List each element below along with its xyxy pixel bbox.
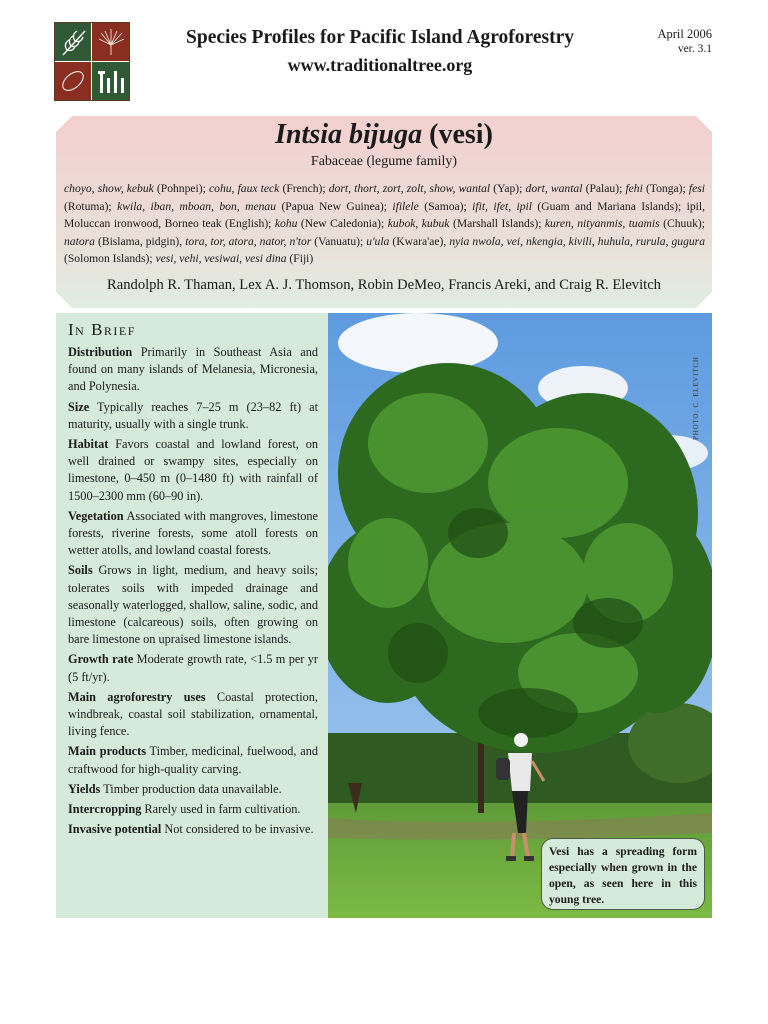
local-name-place: (Kwara'ae), <box>392 234 450 248</box>
in-brief-item <box>68 651 318 685</box>
in-brief-item-text: Coastal protection, windbreak, coastal soil stabilization, ornamental, living fence. <box>68 689 318 739</box>
common-name: (vesi) <box>429 119 493 150</box>
local-name-terms: natora <box>64 234 95 248</box>
in-brief-item-label: Yields <box>68 781 101 796</box>
local-name-place: (Palau); <box>585 182 626 195</box>
logo <box>54 22 130 101</box>
publication-date: April 2006 <box>657 27 712 41</box>
local-name-place: (Guam and Mariana Islands); <box>537 199 687 213</box>
scientific-name: Intsia bijuga <box>275 119 423 150</box>
local-name-terms: nyia nwola, vei, nkengia, kivili, huhula, rurula, gugura <box>449 234 705 248</box>
local-name-terms: fesi <box>688 182 705 195</box>
local-name-place: (Chuuk); <box>663 217 705 230</box>
in-brief-item <box>68 743 318 777</box>
in-brief-item <box>68 801 318 818</box>
local-name-terms: kuren, nityanmis, tuamis <box>544 217 660 230</box>
in-brief-item <box>68 399 318 433</box>
local-name-terms: choyo, show, kebuk <box>64 182 154 195</box>
local-name-place: (Solomon Islands); <box>64 252 156 265</box>
in-brief-item-text: Typically reaches 7–25 m (23–82 ft) at maturity, usually with a single trunk. <box>68 399 318 431</box>
website-link[interactable]: www.traditionaltree.org <box>287 55 473 75</box>
in-brief-item-label: Size <box>68 399 90 414</box>
local-name-place: (Tonga); <box>645 182 689 195</box>
local-name-terms: dort, wantal <box>525 182 583 195</box>
local-name-place: (Marshall Islands); <box>452 217 545 230</box>
family-name: Fabaceae (legume family) <box>310 154 458 169</box>
in-brief-item-label: Main agroforestry uses <box>68 689 206 704</box>
in-brief-item-label: Vegetation <box>68 508 124 523</box>
local-name-terms: fehi <box>625 182 643 195</box>
in-brief-item <box>68 689 318 741</box>
local-name-place: (French); <box>282 182 329 195</box>
in-brief-item <box>68 781 318 798</box>
local-name-place: ipil, Moluccan ironwood, Borneo teak (English); <box>64 199 705 230</box>
local-name-terms: ifit, ifet, ipil <box>472 199 532 213</box>
in-brief-item-label: Main products <box>68 744 147 759</box>
in-brief-item <box>68 508 318 560</box>
local-name-place: (Yap); <box>493 182 526 195</box>
version-label: ver. 3.1 <box>677 43 712 55</box>
in-brief-heading: In Brief <box>68 320 136 339</box>
local-name-terms: tora, tor, atora, nator, n'tor <box>185 234 312 248</box>
in-brief-item-text: Moderate growth rate, <1.5 m per yr (5 ft/yr). <box>68 652 318 684</box>
in-brief-item-label: Intercropping <box>68 802 142 817</box>
local-name-place: (Vanuatu); <box>314 234 367 248</box>
tree-photo <box>328 313 712 918</box>
in-brief-item-text: Grows in light, medium, and heavy soils; tolerates soils with impeded drainage and seasonally waterlogged, shallow, saline, sodic, and limestone (calcareous) soils, often growing on bare limestone on upraised limestone islands. <box>68 563 318 647</box>
local-name-place: (Fiji) <box>289 252 314 265</box>
local-name-place: (Rotuma); <box>64 199 118 213</box>
in-brief-item-text: Timber, medicinal, fuelwood, and craftwood for high-quality carving. <box>68 744 319 776</box>
local-name-place: (Pohnpei); <box>156 182 209 195</box>
in-brief-item-label: Distribution <box>68 345 133 359</box>
local-name-terms: kubok, kubuk <box>387 217 450 230</box>
local-name-terms: kohu <box>274 217 298 230</box>
in-brief-item <box>68 436 318 505</box>
in-brief-item <box>68 562 318 648</box>
publication-title: Species Profiles for Pacific Island Agroforestry <box>186 27 574 48</box>
local-name-terms: vesi, vehi, vesiwai, vesi dina <box>155 252 287 265</box>
in-brief-item-label: Growth rate <box>68 652 134 667</box>
local-name-place: (Papua New Guinea); <box>281 199 393 213</box>
in-brief-item-text: Favors coastal and lowland forest, on well drained or swampy sites, especially on limestone, 0–450 m (0–1480 ft) with rainfall of 1500–2300 mm (60–90 in). <box>68 437 318 503</box>
in-brief-item-label: Soils <box>68 563 93 578</box>
logo-icon <box>55 23 131 102</box>
in-brief-item-text: Timber production data unavailable. <box>100 781 282 796</box>
local-name-terms: dort, thort, zort, zolt, show, wantal <box>328 182 491 195</box>
authors: Randolph R. Thaman, Lex A. J. Thomson, Robin DeMeo, Francis Areki, and Craig R. Elevitch <box>107 277 661 293</box>
local-name-terms: ifilele <box>392 199 419 213</box>
in-brief-item-text: Primarily in Southeast Asia and found on many islands of Melanesia, Micronesia, and Polynesia. <box>68 345 318 394</box>
local-name-place: (New Caledonia); <box>300 217 388 230</box>
local-name-terms: u'ula <box>366 234 390 248</box>
photo-caption: Vesi has a spreading form especially when grown in the open, as seen here in this young tree. <box>541 838 705 910</box>
tree-photo-image <box>328 313 712 918</box>
in-brief-item-label: Invasive potential <box>68 822 162 837</box>
in-brief-item-label: Habitat <box>68 437 109 452</box>
in-brief-list <box>68 344 318 841</box>
in-brief-item <box>68 344 318 396</box>
local-names <box>64 180 705 268</box>
species-title <box>56 119 712 151</box>
local-name-terms: kwila, iban, mboan, bon, menau <box>117 199 276 213</box>
local-name-place: (Samoa); <box>424 199 473 213</box>
in-brief-item-text: Not considered to be invasive. <box>161 822 314 837</box>
in-brief-item-text: Associated with mangroves, limestone forests, riverine forests, some atoll forests on wetter atolls, and lowland coastal forests. <box>68 508 318 558</box>
local-name-terms: cohu, faux teck <box>209 182 280 195</box>
local-name-place: (Bislama, pidgin), <box>97 234 186 248</box>
in-brief-item <box>68 821 318 838</box>
photo-credit: PHOTO: C. ELEVITCH <box>692 356 700 440</box>
in-brief-item-text: Rarely used in farm cultivation. <box>141 802 301 817</box>
